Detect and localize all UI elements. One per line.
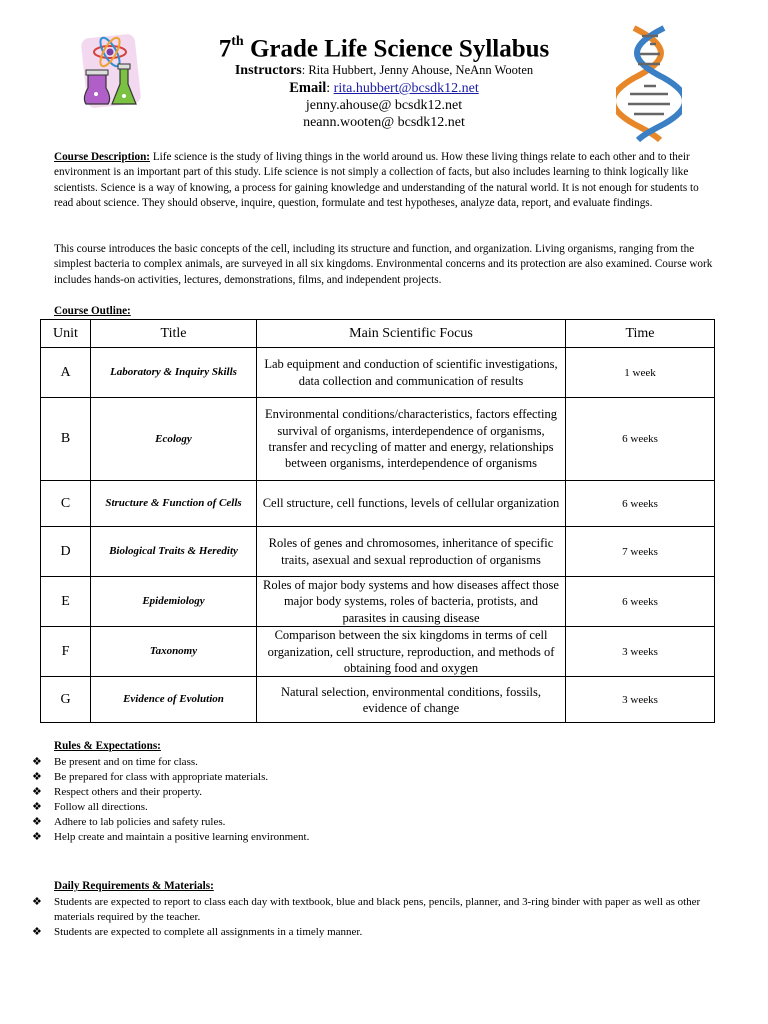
daily-requirements-title: Daily Requirements & Materials: (54, 880, 214, 892)
list-item: ❖ Follow all directions. (32, 801, 148, 813)
rules-list (32, 755, 722, 845)
time-cell: 3 weeks (566, 677, 715, 723)
list-item: ❖ Students are expected to complete all assignments in a timely manner. (32, 926, 363, 938)
bullet-diamond-icon: ❖ (32, 816, 42, 828)
instructors-line (150, 62, 618, 79)
bullet-diamond-icon: ❖ (32, 801, 42, 813)
course-outline-title: Course Outline: (54, 305, 131, 317)
email-jenny: jenny.ahouse@ bcsdk12.net (305, 98, 463, 113)
dna-helix-icon (616, 24, 682, 142)
unit-cell: A (41, 348, 91, 398)
header-title: Title (91, 320, 257, 348)
unit-cell: E (41, 577, 91, 627)
focus-cell: Environmental conditions/characteristics, factors effecting survival of organisms, interdependence of organisms, transfer and recycling of matter and energy, relationships between organisms, interdependence of organisms (257, 398, 566, 481)
email-block: Email: rita.hubbert@bcsdk12.net jenny.ahouse@ bcsdk12.net neann.wooten@ bcsdk12.net (150, 80, 618, 131)
title-cell: Biological Traits & Heredity (91, 527, 257, 577)
title-cell: Evidence of Evolution (91, 677, 257, 723)
header-unit: Unit (41, 320, 91, 348)
time-cell: 6 weeks (566, 481, 715, 527)
focus-cell: Roles of major body systems and how diseases affect those major body systems, roles of bacteria, protists, and parasites in causing disease (257, 577, 566, 627)
time-cell: 3 weeks (566, 627, 715, 677)
table-row (41, 348, 715, 398)
title-cell: Epidemiology (91, 577, 257, 627)
list-item: ❖ Respect others and their property. (32, 786, 203, 798)
table-row (41, 481, 715, 527)
table-row (41, 627, 715, 677)
list-item: ❖ Adhere to lab policies and safety rules. (32, 816, 226, 828)
title-cell: Laboratory & Inquiry Skills (91, 348, 257, 398)
science-flasks-icon (74, 30, 146, 112)
page-title: 7th Grade Life Science Syllabus (218, 34, 550, 63)
daily-requirements-list (32, 895, 722, 940)
bullet-diamond-icon: ❖ (32, 756, 42, 768)
focus-cell: Natural selection, environmental conditions, fossils, evidence of change (257, 677, 566, 723)
focus-cell: Comparison between the six kingdoms in terms of cell organization, cell structure, reproduction, and methods of obtaining food and oxygen (257, 627, 566, 677)
header-time: Time (566, 320, 715, 348)
rules-title: Rules & Expectations: (54, 740, 161, 752)
bullet-diamond-icon: ❖ (32, 831, 42, 843)
instructors-names: : Rita Hubbert, Jenny Ahouse, NeAnn Wooten (301, 63, 534, 77)
table-header-row (41, 320, 715, 348)
unit-cell: D (41, 527, 91, 577)
course-outline-table (40, 319, 715, 723)
list-item: ❖ Help create and maintain a positive learning environment. (32, 831, 310, 843)
bullet-diamond-icon: ❖ (32, 896, 42, 908)
table-row (41, 577, 715, 627)
email-neann: neann.wooten@ bcsdk12.net (303, 115, 465, 130)
time-cell: 7 weeks (566, 527, 715, 577)
unit-cell: G (41, 677, 91, 723)
list-item: ❖ Students are expected to report to class each day with textbook, blue and black pens, pencils, planner, and 3-ring binder with paper as well as other materials required by the teacher. (32, 896, 701, 923)
time-cell: 6 weeks (566, 398, 715, 481)
focus-cell: Lab equipment and conduction of scientific investigations, data collection and communication of results (257, 348, 566, 398)
title-cell: Structure & Function of Cells (91, 481, 257, 527)
course-intro: This course introduces the basic concepts of the cell, including its structure and function, and organization. Living organisms, ranging from the simplest bacteria to complex animals, are surveyed in all six kingdoms. Environmental concerns and its protection are also examined. Course work includes hands-on activities, lectures, demonstrations, films, and independent projects. (54, 243, 713, 286)
list-item: ❖ Be prepared for class with appropriate materials. (32, 771, 269, 783)
course-description (54, 150, 716, 211)
table-row (41, 398, 715, 481)
header-focus: Main Scientific Focus (257, 320, 566, 348)
course-description-label: Course Description: (54, 151, 151, 163)
email-label: Email (289, 80, 327, 96)
title-cell: Ecology (91, 398, 257, 481)
unit-cell: C (41, 481, 91, 527)
focus-cell: Roles of genes and chromosomes, inheritance of specific traits, asexual and sexual reproduction of organisms (257, 527, 566, 577)
bullet-diamond-icon: ❖ (32, 771, 42, 783)
list-item: ❖ Be present and on time for class. (32, 756, 198, 768)
instructors-label: Instructors (234, 63, 302, 78)
bullet-diamond-icon: ❖ (32, 786, 42, 798)
table-row (41, 527, 715, 577)
table-row (41, 677, 715, 723)
bullet-diamond-icon: ❖ (32, 926, 42, 938)
email-link-rita[interactable]: rita.hubbert@bcsdk12.net (333, 81, 479, 96)
title-cell: Taxonomy (91, 627, 257, 677)
unit-cell: B (41, 398, 91, 481)
course-description-text: Life science is the study of living things in the world around us. How these living things relate to each other and to their environment is an important part of this study. Life science is not simply a collection of facts, but also includes learning to think logically like scientists. Science is a way of knowing, a process for gaining knowledge and understanding of the natural world. It is not enough for students to read about science. They should observe, inquire, question, formulate and test hypotheses, analyze data, report, and evaluate findings. (54, 151, 699, 209)
time-cell: 1 week (566, 348, 715, 398)
unit-cell: F (41, 627, 91, 677)
time-cell: 6 weeks (566, 577, 715, 627)
focus-cell: Cell structure, cell functions, levels of cellular organization (257, 481, 566, 527)
